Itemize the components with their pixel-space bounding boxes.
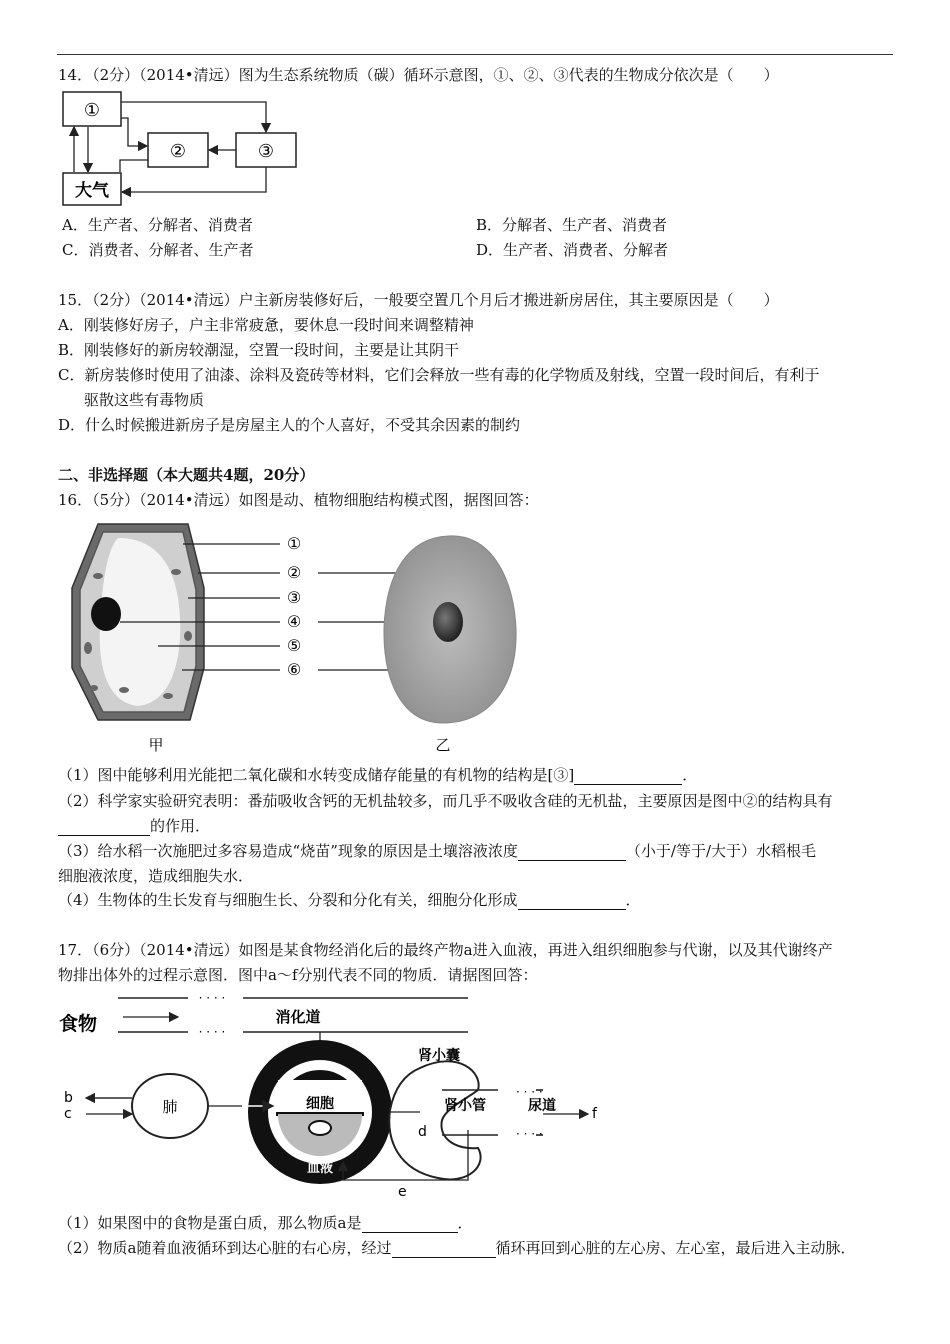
carbon-cycle-diagram: [58, 88, 303, 208]
q16-part2-cont: [58, 815, 210, 836]
q17-part1: [58, 1212, 473, 1233]
q17-part1-text: （1）如果图中的食物是蛋白质，那么物质a是: [58, 1214, 362, 1232]
label-lung: 肺: [162, 1098, 178, 1116]
q15-option-c-cont: 驱散这些有毒物质: [84, 391, 205, 409]
label-blood: 血液: [306, 1161, 334, 1176]
label-1: ①: [83, 100, 101, 121]
svg-text:· · · ·: · · · ·: [198, 1025, 226, 1039]
q15-option-b: B．刚装修好的新房较潮湿，空置一段时间，主要是让其阴干: [58, 341, 460, 359]
q17-part2: [58, 1237, 856, 1258]
cell-label-3: ③: [286, 588, 302, 607]
animal-cell: [384, 536, 516, 723]
label-air: 大气: [75, 181, 109, 201]
q17-blank-1[interactable]: [362, 1214, 458, 1233]
label-food: 食物: [58, 1013, 98, 1035]
q15-option-d: D．什么时候搬进新房子是房屋主人的个人喜好，不受其余因素的制约: [58, 416, 521, 434]
label-f: f: [592, 1106, 597, 1122]
q17-stem: 17．（6分）（2014•清远）如图是某食物经消化后的最终产物a进入血液，再进入组织细胞参与代谢，以及其代谢终产: [58, 941, 833, 959]
q14-option-d: D．生产者、消费者、分解者: [476, 241, 669, 259]
q16-part3: [58, 840, 816, 861]
top-rule: [57, 54, 893, 55]
label-d: d: [418, 1124, 427, 1140]
q14-option-b: B．分解者、生产者、消费者: [476, 216, 668, 234]
cell-label-4: ④: [286, 612, 302, 631]
q16-stem: 16．（5分）（2014•清远）如图是动、植物细胞结构模式图，据图回答：: [58, 491, 539, 509]
q16-part2-end: 的作用．: [150, 817, 211, 835]
q17-blank-2[interactable]: [392, 1239, 496, 1258]
svg-text:· · · ·: · · · ·: [198, 991, 226, 1005]
caption-jia: 甲: [148, 736, 164, 754]
q15-option-c: C．新房装修时使用了油漆、涂料及瓷砖等材料，它们会释放一些有毒的化学物质及射线，空置一段时间后，有利于: [58, 366, 820, 384]
q17-stem-cont: 物排出体外的过程示意图．图中a～f分别代表不同的物质．请据图回答：: [58, 966, 538, 984]
label-b: b: [64, 1090, 73, 1106]
q16-part1-text: （1）图中能够利用光能把二氧化碳和水转变成储存能量的有机物的结构是[③]: [58, 766, 575, 784]
q17-part2-text: （2）物质a随着血液循环到达心脏的右心房，经过: [58, 1239, 392, 1257]
label-urethra: 尿道: [528, 1098, 556, 1114]
q14-stem: 14．（2分）（2014•清远）图为生态系统物质（碳）循环示意图，①、②、③代表的生物成分依次是（ ）: [58, 66, 779, 84]
q17-part1-end: ．: [457, 1214, 473, 1232]
metabolism-diagram: [58, 990, 618, 1205]
q16-part3-cont: 细胞液浓度，造成细胞失水．: [58, 867, 254, 885]
label-cell: 细胞: [306, 1096, 334, 1112]
q16-blank-3[interactable]: [518, 842, 626, 861]
label-capsule: 肾小囊: [418, 1048, 460, 1064]
cell-label-6: ⑥: [286, 660, 302, 679]
q15-option-a: A．刚装修好房子，户主非常疲惫，要休息一段时间来调整精神: [58, 316, 474, 334]
q16-part4-text: （4）生物体的生长发育与细胞生长、分裂和分化有关，细胞分化形成: [58, 891, 518, 909]
q14-option-c: C．消费者、分解者、生产者: [62, 241, 254, 259]
q16-blank-1[interactable]: [574, 766, 682, 785]
svg-text:· · · ·: · · · ·: [516, 1085, 543, 1099]
q17-part2-end: 循环再回到心脏的左心房、左心室，最后进入主动脉．: [495, 1239, 856, 1257]
label-2: ②: [169, 141, 187, 162]
cell-label-5: ⑤: [286, 636, 302, 655]
q16-part3-end: （小于/等于/大于）水稻根毛: [625, 842, 816, 860]
q16-part2: （2）科学家实验研究表明：番茄吸收含钙的无机盐较多，而几乎不吸收含硅的无机盐，主要原因是图中②的结构具有: [58, 792, 833, 810]
caption-yi: 乙: [435, 736, 451, 754]
label-3: ③: [257, 141, 275, 162]
label-c: c: [64, 1106, 72, 1122]
q16-blank-2[interactable]: [58, 817, 150, 836]
svg-text:· · · ·: · · · ·: [516, 1127, 543, 1141]
label-tubule: 肾小管: [444, 1098, 486, 1114]
section-2-title: 二、非选择题（本大题共4题，20分）: [58, 466, 315, 484]
q15-stem: 15．（2分）（2014•清远）户主新房装修好后，一般要空置几个月后才搬进新房居住，其主要原因是（ ）: [58, 291, 779, 309]
q16-part3-text: （3）给水稻一次施肥过多容易造成“烧苗”现象的原因是土壤溶液浓度: [58, 842, 518, 860]
q16-part1-end: ．: [682, 766, 698, 784]
label-e: e: [398, 1184, 407, 1200]
q14-option-a: A．生产者、分解者、消费者: [62, 216, 253, 234]
q16-part4: [58, 889, 641, 910]
q16-part4-end: ．: [625, 891, 641, 909]
cell-structure-diagram: [58, 518, 518, 758]
cell-label-2: ②: [286, 563, 302, 582]
q16-blank-4[interactable]: [518, 891, 626, 910]
q16-part1: [58, 764, 697, 785]
label-gut: 消化道: [275, 1008, 321, 1026]
cell-label-1: ①: [286, 534, 302, 553]
